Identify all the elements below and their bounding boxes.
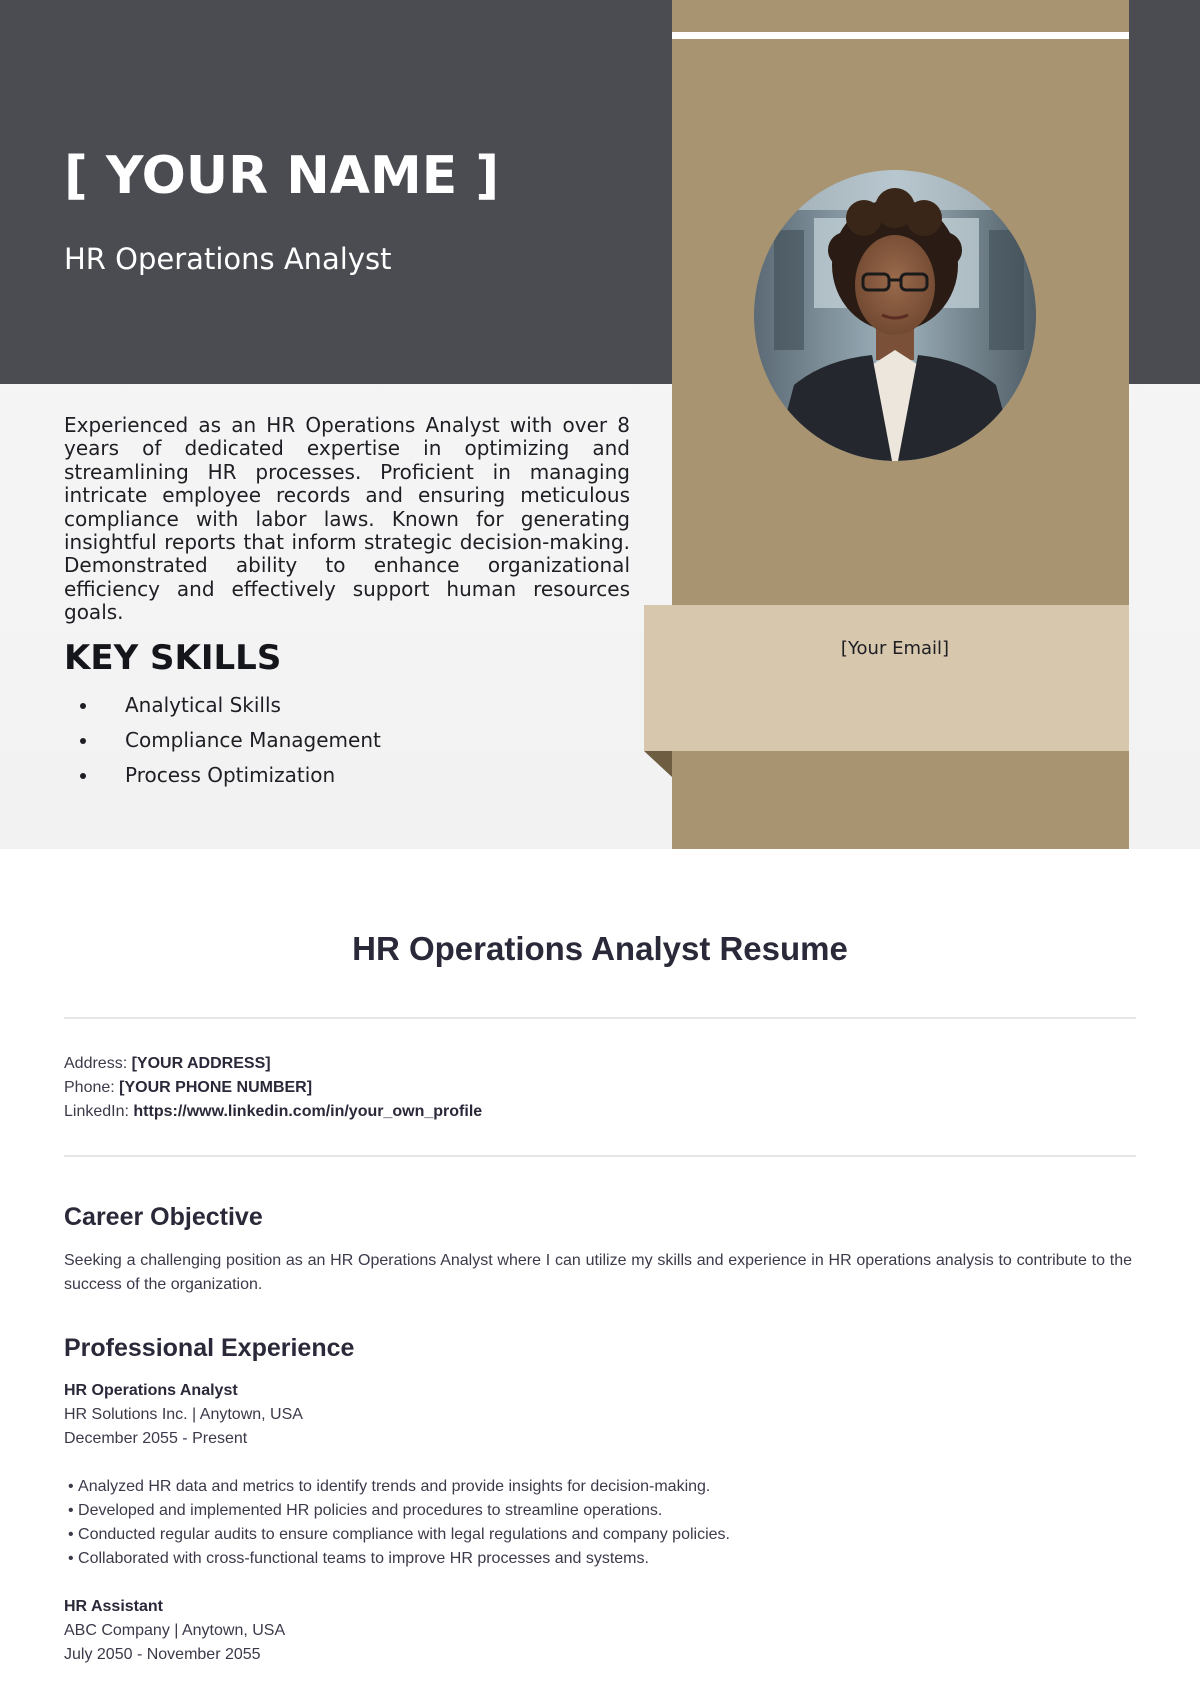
address-label: Address: bbox=[64, 1055, 128, 1072]
skill-item: Process Optimization bbox=[64, 758, 624, 793]
phone-value: [YOUR PHONE NUMBER] bbox=[119, 1079, 313, 1096]
candidate-role: HR Operations Analyst bbox=[64, 242, 392, 276]
job-duty: • Collaborated with cross-functional teams to improve HR processes and systems. bbox=[64, 1547, 1136, 1571]
job-duty: • Analyzed HR data and metrics to identify trends and provide insights for decision-making. bbox=[64, 1475, 1136, 1499]
experience-heading: Professional Experience bbox=[64, 1334, 355, 1362]
job-duty: • Conducted regular audits to ensure compliance with legal regulations and company policies. bbox=[64, 1523, 1136, 1547]
career-objective-text: Seeking a challenging position as an HR Operations Analyst where I can utilize my skills and experience in HR operations analysis to contribute to the success of the organization. bbox=[64, 1252, 1132, 1293]
job-title: HR Operations Analyst bbox=[64, 1382, 238, 1399]
resume-body bbox=[0, 849, 1200, 1700]
key-skills-list bbox=[64, 688, 624, 793]
career-objective-heading: Career Objective bbox=[64, 1203, 263, 1231]
divider bbox=[64, 1017, 1136, 1019]
linkedin-link[interactable]: https://www.linkedin.com/in/your_own_profile bbox=[133, 1103, 483, 1120]
skill-item: Compliance Management bbox=[64, 723, 624, 758]
job-dates: July 2050 - November 2055 bbox=[64, 1646, 261, 1663]
contact-details bbox=[64, 1052, 1136, 1124]
address-value: [YOUR ADDRESS] bbox=[131, 1055, 271, 1072]
resume-banner bbox=[0, 0, 1200, 849]
job-company: ABC Company | Anytown, USA bbox=[64, 1622, 286, 1639]
address-line bbox=[64, 1052, 1136, 1076]
linkedin-label: LinkedIn: bbox=[64, 1103, 129, 1120]
email-ribbon-fold bbox=[644, 751, 672, 777]
phone-label: Phone: bbox=[64, 1079, 115, 1096]
job-duties bbox=[64, 1475, 1136, 1571]
phone-line bbox=[64, 1076, 1136, 1100]
side-accent-line bbox=[672, 32, 1129, 39]
divider bbox=[64, 1155, 1136, 1157]
job-dates: December 2055 - Present bbox=[64, 1430, 248, 1447]
email-ribbon bbox=[644, 605, 1129, 751]
linkedin-line bbox=[64, 1100, 1136, 1124]
job-title: HR Assistant bbox=[64, 1598, 163, 1615]
job-duty: • Developed and implemented HR policies and procedures to streamline operations. bbox=[64, 1499, 1136, 1523]
key-skills-heading: KEY SKILLS bbox=[64, 638, 282, 678]
candidate-name: [ YOUR NAME ] bbox=[64, 146, 500, 206]
job-company: HR Solutions Inc. | Anytown, USA bbox=[64, 1406, 303, 1423]
job-entry bbox=[64, 1595, 1136, 1667]
job-entry bbox=[64, 1379, 1136, 1571]
professional-summary: Experienced as an HR Operations Analyst with over 8 years of dedicated expertise in optimizing and streamlining HR processes. Proficient in managing intricate employee records and ensuring meticulous compliance with labor laws. Known for generating insightful reports that inform strategic decision-making. Demonstrated ability to enhance organizational efficiency and effectively support human resources goals. bbox=[64, 413, 630, 625]
contact-email[interactable]: [Your Email] bbox=[840, 638, 950, 659]
profile-photo bbox=[754, 170, 1036, 461]
skill-item: Analytical Skills bbox=[64, 688, 624, 723]
resume-title: HR Operations Analyst Resume bbox=[352, 930, 848, 967]
